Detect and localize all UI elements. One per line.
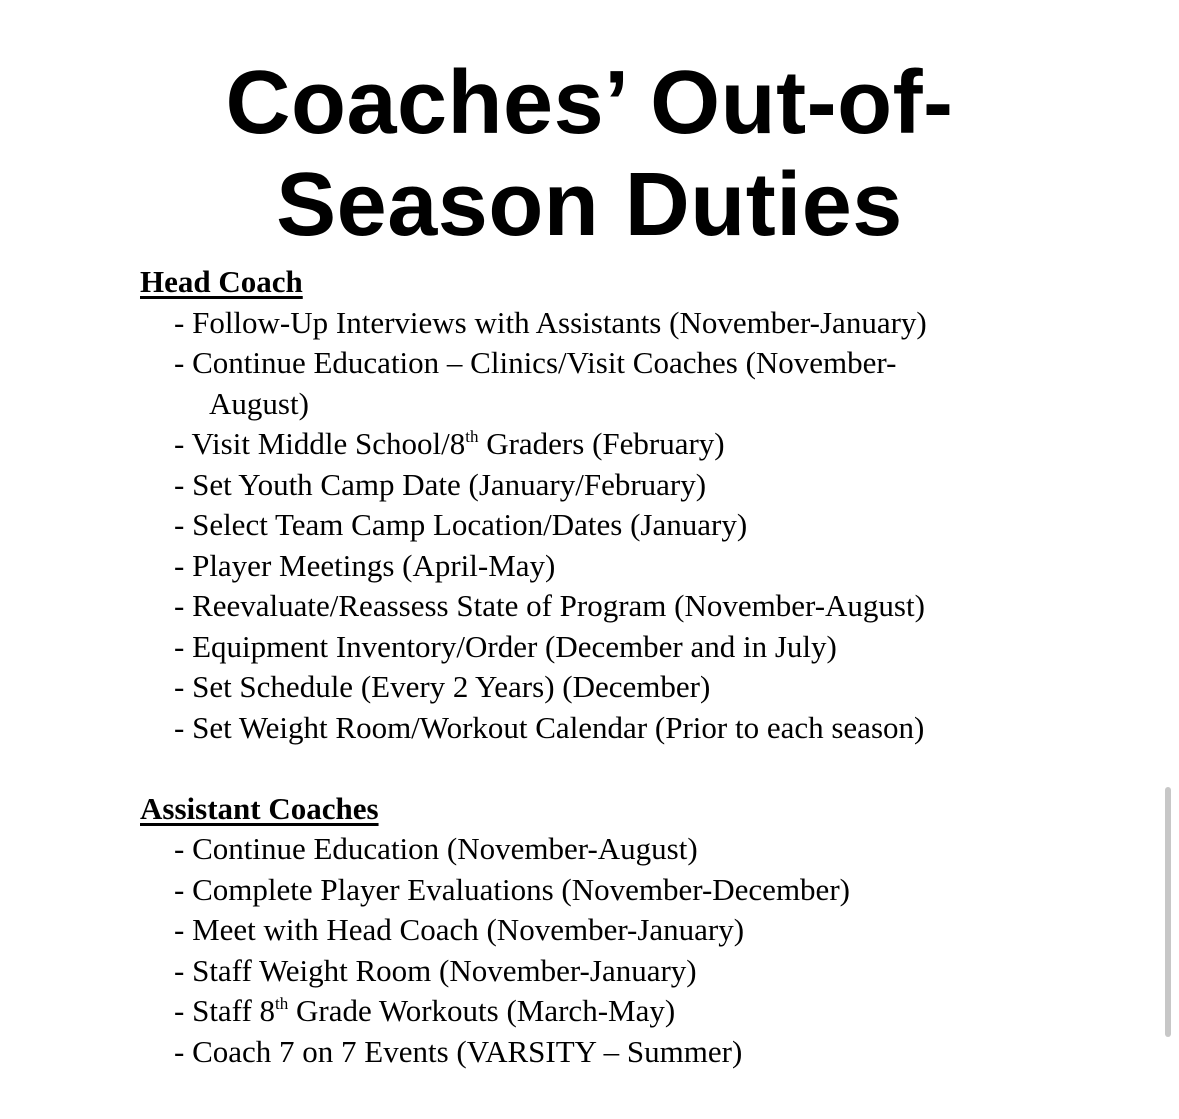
head-coach-section	[140, 262, 1140, 748]
ordinal-superscript: th	[275, 994, 289, 1013]
title-line-1: Coaches’ Out-of-	[225, 53, 954, 153]
list-item-text: Grade Workouts (March-May)	[288, 993, 676, 1028]
assistant-coaches-section	[140, 789, 1140, 1073]
list-item-continuation: August)	[209, 385, 309, 421]
section-spacer	[140, 748, 1140, 789]
list-item-text: - Continue Education – Clinics/Visit Coaches (November-	[174, 345, 897, 380]
list-item: - Coach 7 on 7 Events (VARSITY – Summer)	[174, 1033, 743, 1069]
assistant-coaches-duty-list	[140, 829, 1140, 1072]
list-item: - Set Weight Room/Workout Calendar (Prior to each season)	[174, 709, 925, 745]
list-item: - Follow-Up Interviews with Assistants (November-January)	[174, 304, 927, 340]
list-item: - Reevaluate/Reassess State of Program (November-August)	[174, 588, 925, 623]
list-item-text: - Visit Middle School/8	[174, 426, 466, 461]
list-item: - Set Schedule (Every 2 Years) (December)	[174, 669, 711, 704]
page-title	[0, 52, 1179, 256]
ordinal-superscript: th	[465, 427, 479, 446]
list-item	[140, 343, 1140, 424]
list-item	[140, 424, 1140, 465]
head-coach-heading: Head Coach	[140, 264, 303, 299]
duties-document	[140, 262, 1140, 1072]
list-item: - Complete Player Evaluations (November-December)	[174, 871, 850, 907]
list-item-text: - Staff 8	[174, 993, 276, 1028]
list-item: - Continue Education (November-August)	[174, 831, 698, 866]
assistant-coaches-heading: Assistant Coaches	[140, 790, 379, 826]
list-item: - Equipment Inventory/Order (December and in July)	[174, 628, 837, 664]
head-coach-duty-list	[140, 303, 1140, 749]
list-item: - Select Team Camp Location/Dates (January)	[174, 507, 748, 542]
list-item: - Meet with Head Coach (November-January)	[174, 912, 745, 947]
list-item	[140, 991, 1140, 1032]
list-item: - Set Youth Camp Date (January/February)	[174, 466, 707, 502]
vertical-scrollbar[interactable]	[1165, 787, 1171, 1037]
list-item-text: Graders (February)	[478, 426, 725, 461]
title-line-2: Season Duties	[276, 155, 903, 255]
list-item: - Staff Weight Room (November-January)	[174, 952, 697, 988]
list-item: - Player Meetings (April-May)	[174, 547, 556, 583]
